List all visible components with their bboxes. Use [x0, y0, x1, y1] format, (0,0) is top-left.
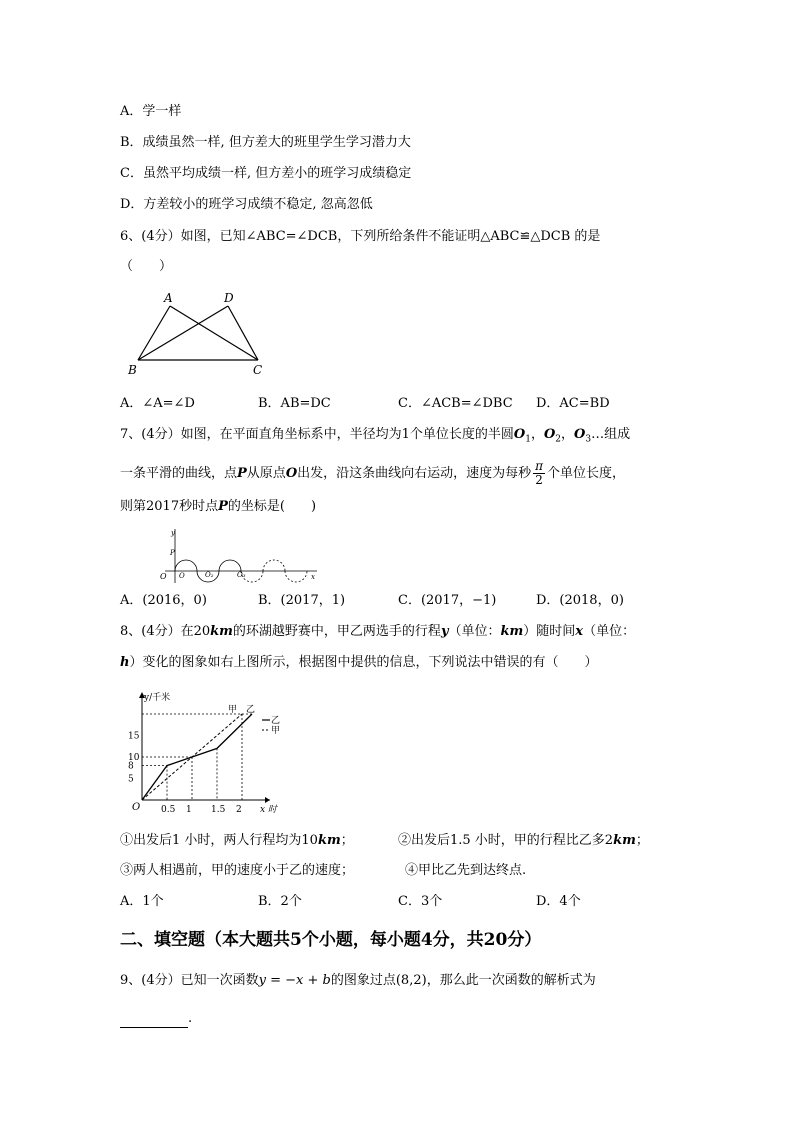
x-axis-label: x 时: [260, 805, 277, 815]
q8-statement-3: ③两人相遇前，甲的速度小于乙的速度；: [120, 863, 355, 878]
y-axis-label: y/千米: [144, 693, 171, 703]
q9-answer-line: .: [120, 1010, 192, 1028]
q5-option-c: C．虽然平均成绩一样, 但方差小的班学习成绩稳定: [120, 166, 412, 181]
q8-distance-time-chart: [120, 688, 280, 818]
q6-option-a: A．∠A=∠D: [120, 396, 195, 411]
q7-option-a: A．(2016，0): [120, 593, 207, 608]
q5-option-a: A．学一样: [120, 104, 182, 119]
q6-label-b: B: [128, 363, 137, 377]
q8-line1: 8、(4分）在20km的环湖越野赛中，甲乙两选手的行程y（单位：km）随时间x（单位：: [120, 624, 636, 639]
x-tick-label: 0.5: [161, 805, 176, 815]
series-end-label: 乙: [246, 705, 256, 715]
y-tick-label: 5: [128, 774, 134, 785]
q8-statement-1: ①出发后1 小时，两人行程均为10km；: [120, 833, 354, 848]
q6-label-c: C: [253, 363, 263, 377]
y-tick-label: 8: [128, 761, 134, 772]
origin-label: O: [132, 802, 141, 813]
q9-answer-blank[interactable]: [120, 1015, 188, 1028]
section2-title: 二、填空题（本大题共5个小题，每小题4分，共20分）: [120, 930, 542, 950]
q8-option-d: D．4个: [536, 894, 581, 909]
q6-paren: （ ）: [120, 259, 173, 274]
q6-triangle-figure: [120, 288, 270, 378]
q7-o2: O₂: [205, 571, 214, 579]
q8-option-b: B．2个: [258, 894, 302, 909]
q7-axis-y: y: [171, 529, 175, 537]
q8-option-a: A．1个: [120, 894, 164, 909]
q8-statement-4: ④甲比乙先到达终点.: [405, 863, 527, 878]
q9-function: y = −x + b: [258, 973, 331, 988]
q7-origin: O: [160, 572, 167, 581]
series-end-label: 甲: [228, 705, 238, 715]
q6-label-a: A: [164, 291, 173, 305]
legend-solid-label: 乙: [271, 716, 280, 726]
q6-option-b: B．AB=DC: [258, 396, 331, 411]
q7-o1: O: [179, 572, 185, 580]
q7-axis-x: x: [311, 573, 315, 581]
q7-line3: 则第2017秒时点P的坐标是( ): [120, 499, 317, 514]
x-axis-arrow: [265, 797, 270, 803]
q8-option-c: C．3个: [398, 894, 443, 909]
q5-option-b: B．成绩虽然一样, 但方差大的班里学生学习潜力大: [120, 135, 411, 150]
q7-option-b: B．(2017，1): [258, 593, 346, 608]
q7-option-d: D．(2018，0): [536, 593, 624, 608]
x-tick-label: 1.5: [211, 805, 226, 815]
q6-option-d: D．AC=BD: [536, 396, 610, 411]
series-line-甲: [142, 714, 242, 800]
q9-point: (8,2): [395, 973, 427, 988]
q7-point-p: P: [170, 549, 175, 557]
q7-option-c: C．(2017，−1): [398, 593, 497, 608]
q6-stem: 6、(4分）如图，已知∠ABC=∠DCB，下列所给条件不能证明△ABC≌△DCB 的是: [120, 229, 601, 244]
q8-line2: h）变化的图象如右上图所示，根据图中提供的信息，下列说法中错误的有（ ）: [120, 655, 598, 670]
x-tick-label: 1: [186, 805, 192, 815]
q5-option-d: D．方差较小的班学习成绩不稳定, 忽高忽低: [120, 197, 373, 212]
q9-line1: 9、(4分）已知一次函数y = −x + b的图象过点(8,2)，那么此一次函数的解析式为: [120, 973, 596, 988]
q7-line1: 7、(4分）如图，在平面直角坐标系中，半径均为1个单位长度的半圆$O_1$，$O_2$，$O_3\dots$组成: [120, 427, 631, 445]
q7-o3: O₃: [237, 571, 246, 579]
x-tick-label: 2: [236, 805, 242, 815]
q7-speed-fraction: $\frac{\pi}{2}$: [535, 459, 544, 487]
q6-option-c: C．∠ACB=∠DBC: [398, 396, 513, 411]
q7-line2: 一条平滑的曲线，点P从原点O出发，沿这条曲线向右运动，速度为每秒 $\frac{\pi}{2}$ 个单位长度，: [120, 459, 626, 487]
y-tick-label: 10: [128, 753, 140, 763]
y-tick-label: 15: [128, 731, 140, 742]
legend-dashed-label: 甲: [271, 726, 280, 736]
q7-wave-figure: [145, 525, 325, 585]
q8-statement-2: ②出发后1.5 小时，甲的行程比乙多2km；: [398, 833, 649, 848]
q6-label-d: D: [224, 291, 234, 305]
